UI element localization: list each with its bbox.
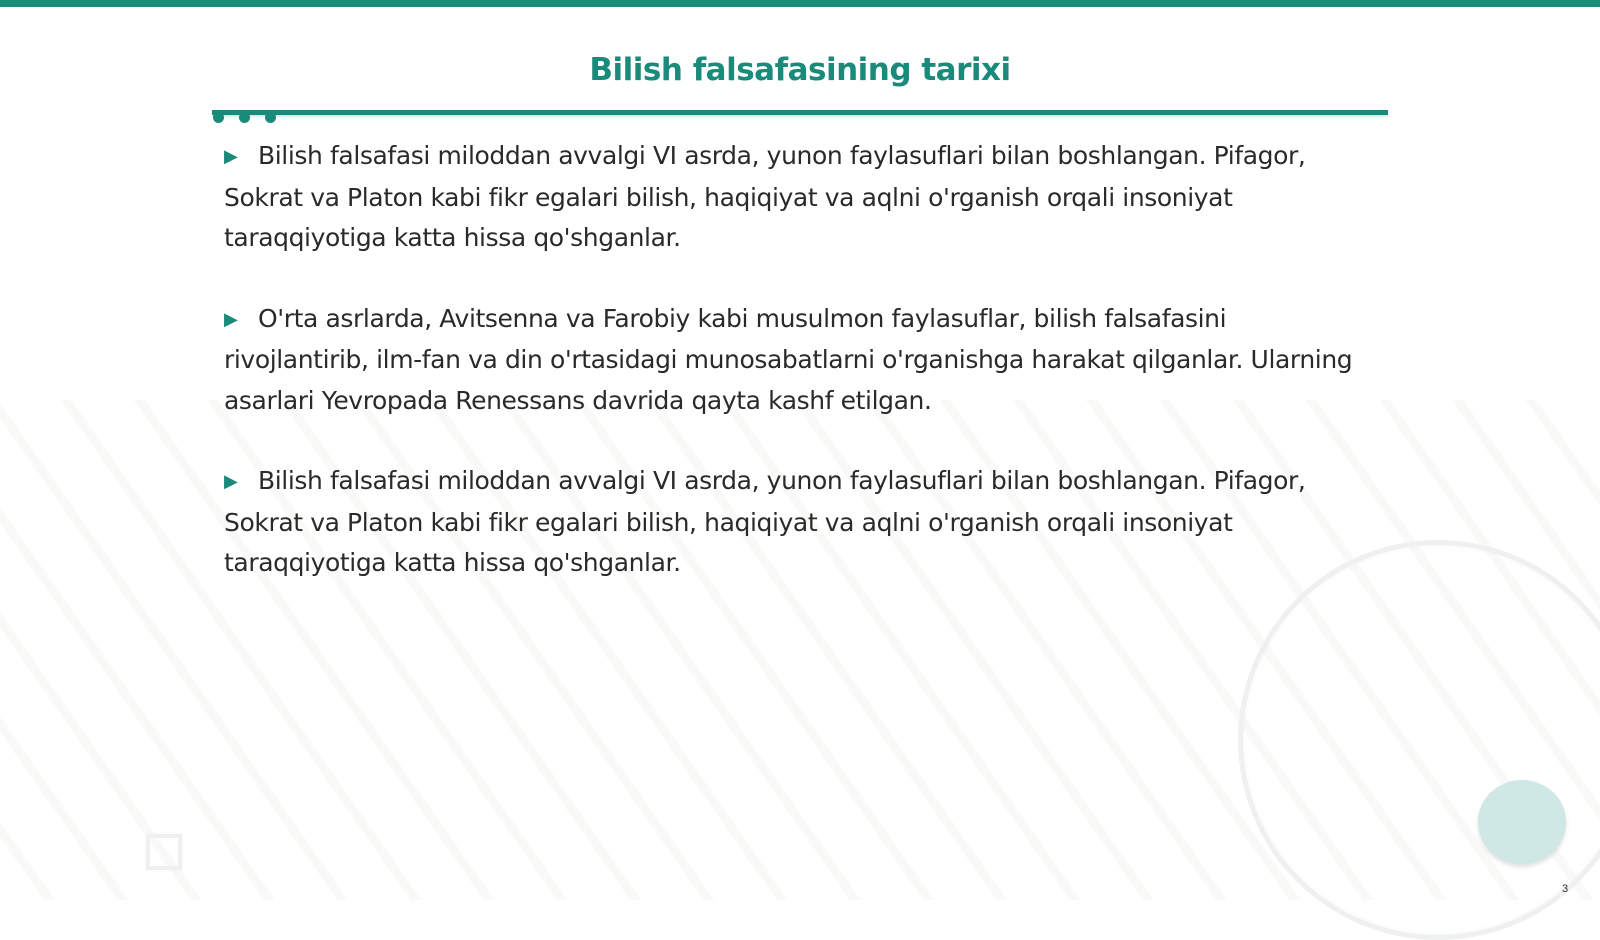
decorative-dot <box>239 112 250 123</box>
paragraph-text: O'rta asrlarda, Avitsenna va Farobiy kabi musulmon faylasuflar, bilish falsafasini rivojlantirib, ilm-fan va din o'rtasidagi munosabatlarni o'rganishga harakat qilganlar. Ularning asarlari Yevropada Renessans davrida qayta kashf etilgan. <box>224 303 1353 415</box>
decorative-dot <box>265 112 276 123</box>
slide-title: Bilish falsafasining tarixi <box>589 52 1011 88</box>
decorative-square <box>146 834 182 870</box>
slide-body <box>224 136 1374 624</box>
bullet-paragraph <box>224 461 1374 584</box>
title-underline <box>212 110 1388 115</box>
triangle-right-icon: ▶ <box>224 146 238 167</box>
paragraph-text: Bilish falsafasi miloddan avvalgi VI asrda, yunon faylasuflari bilan boshlangan. Pifagor, Sokrat va Platon kabi fikr egalari bilish, haqiqiyat va aqlni o'rganish orqali insoniyat taraqqiyotiga katta hissa qo'shganlar. <box>224 141 1306 252</box>
bullet-paragraph <box>224 136 1374 259</box>
decorative-dot <box>213 112 224 123</box>
bullet-paragraph <box>224 299 1374 422</box>
triangle-right-icon: ▶ <box>224 308 238 330</box>
page-number: 3 <box>1562 883 1569 895</box>
paragraph-text: Bilish falsafasi miloddan avvalgi VI asrda, yunon faylasuflari bilan boshlangan. Pifagor, Sokrat va Platon kabi fikr egalari bilish, haqiqiyat va aqlni o'rganish orqali insoniyat taraqqiyotiga katta hissa qo'shganlar. <box>224 466 1306 577</box>
decorative-circle <box>1478 780 1566 864</box>
triangle-right-icon: ▶ <box>224 471 238 492</box>
